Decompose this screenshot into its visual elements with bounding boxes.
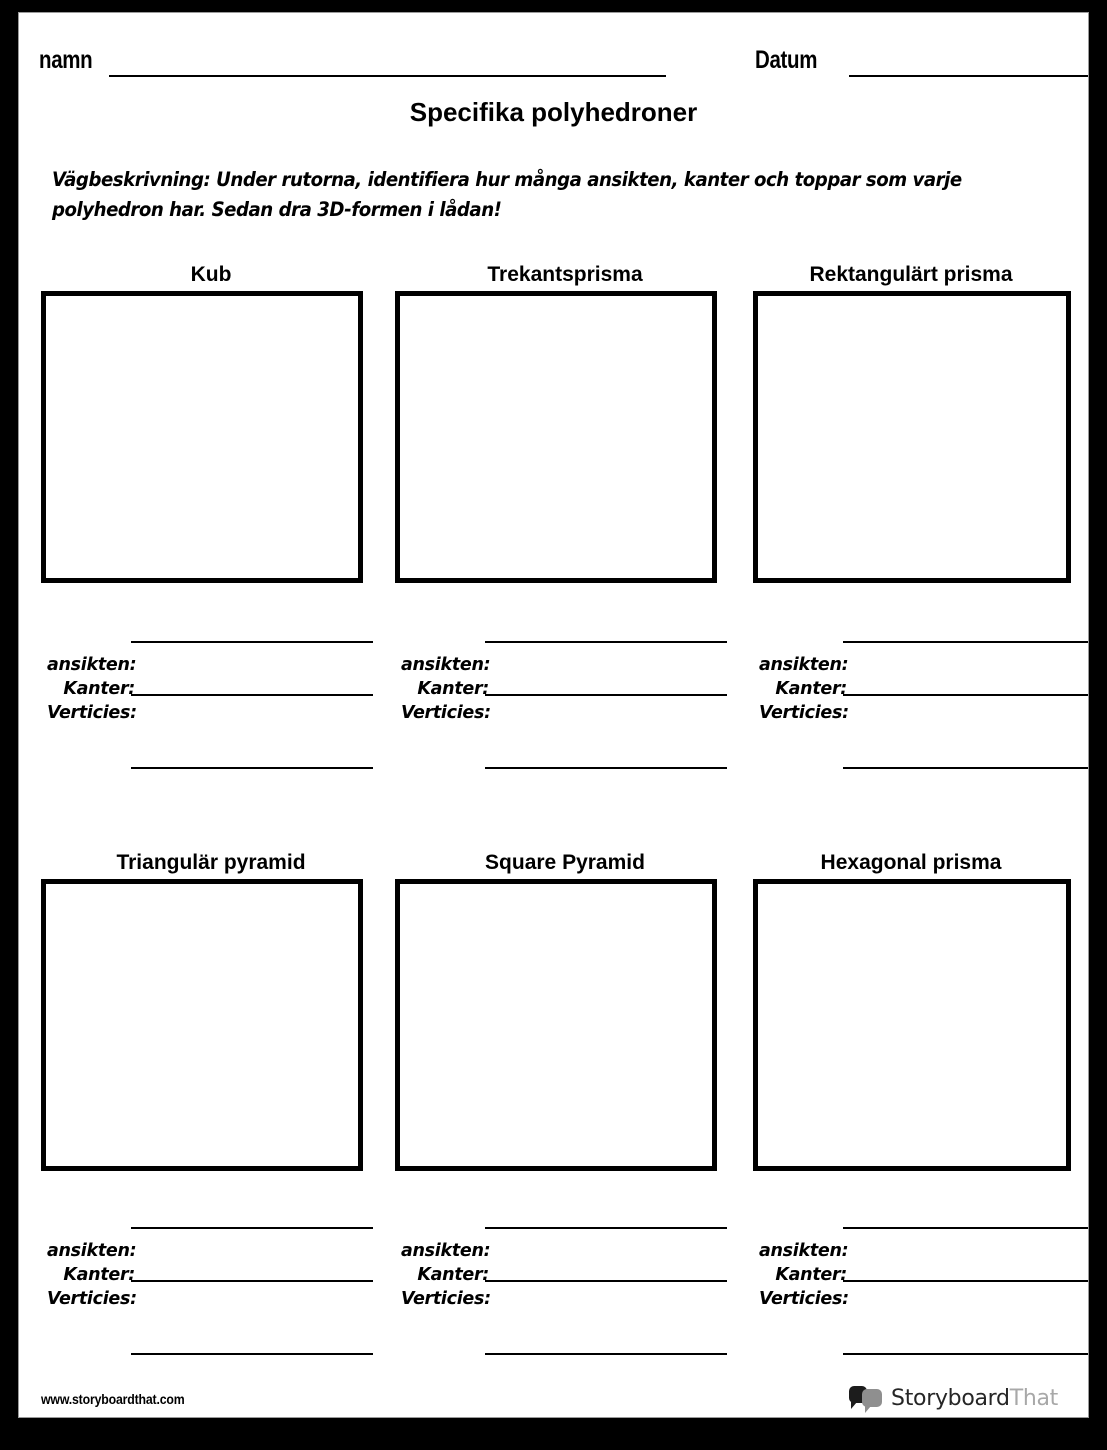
logo-wordmark bbox=[891, 1386, 1058, 1411]
edges-label-3: Kanter: bbox=[775, 679, 847, 699]
shape-title-1: Kub bbox=[190, 263, 232, 286]
vertices-answer-line-5[interactable] bbox=[485, 1353, 727, 1355]
shape-title-3: Rektangulärt prisma bbox=[809, 263, 1013, 286]
footer-website-url[interactable]: www.storyboardthat.com bbox=[41, 1391, 185, 1407]
faces-answer-line-4[interactable] bbox=[131, 1227, 373, 1229]
worksheet-page bbox=[18, 12, 1089, 1418]
faces-label-4: ansikten: bbox=[47, 1241, 137, 1261]
edges-answer-line-4[interactable] bbox=[131, 1280, 373, 1282]
faces-label-1: ansikten: bbox=[47, 655, 137, 675]
speech-bubble-icon bbox=[849, 1385, 883, 1411]
edges-label-5: Kanter: bbox=[417, 1265, 489, 1285]
answer-labels-5 bbox=[401, 1239, 489, 1311]
shape-cell-3 bbox=[753, 253, 1089, 733]
drawing-box-1[interactable] bbox=[41, 291, 363, 583]
drawing-box-4[interactable] bbox=[41, 879, 363, 1171]
name-label: namn bbox=[39, 46, 93, 74]
answer-labels-2 bbox=[401, 653, 489, 725]
faces-label-3: ansikten: bbox=[759, 655, 849, 675]
name-input-line[interactable] bbox=[109, 75, 666, 77]
edges-answer-line-6[interactable] bbox=[843, 1280, 1089, 1282]
vertices-answer-line-1[interactable] bbox=[131, 767, 373, 769]
shape-title-4: Triangulär pyramid bbox=[116, 851, 306, 874]
drawing-box-2[interactable] bbox=[395, 291, 717, 583]
logo-text-secondary: That bbox=[1009, 1385, 1058, 1411]
vertices-answer-line-2[interactable] bbox=[485, 767, 727, 769]
edges-answer-line-3[interactable] bbox=[843, 694, 1089, 696]
vertices-answer-line-3[interactable] bbox=[843, 767, 1089, 769]
shape-title-5: Square Pyramid bbox=[485, 851, 645, 874]
shape-cell-4 bbox=[41, 841, 381, 1321]
date-label: Datum bbox=[755, 46, 818, 74]
vertices-label-1: Verticies: bbox=[47, 703, 137, 723]
faces-label-6: ansikten: bbox=[759, 1241, 849, 1261]
shape-cell-2 bbox=[395, 253, 735, 733]
edges-answer-line-5[interactable] bbox=[485, 1280, 727, 1282]
shape-title-2: Trekantsprisma bbox=[487, 263, 643, 286]
vertices-label-5: Verticies: bbox=[401, 1289, 491, 1309]
edges-label-4: Kanter: bbox=[63, 1265, 135, 1285]
vertices-answer-line-6[interactable] bbox=[843, 1353, 1089, 1355]
date-input-line[interactable] bbox=[849, 75, 1089, 77]
edges-answer-line-2[interactable] bbox=[485, 694, 727, 696]
answer-labels-4 bbox=[47, 1239, 135, 1311]
faces-answer-line-2[interactable] bbox=[485, 641, 727, 643]
logo-text-primary: Storyboard bbox=[891, 1385, 1010, 1411]
vertices-label-2: Verticies: bbox=[401, 703, 491, 723]
storyboardthat-logo[interactable] bbox=[849, 1385, 1058, 1411]
faces-answer-line-6[interactable] bbox=[843, 1227, 1089, 1229]
answer-labels-1 bbox=[47, 653, 135, 725]
faces-answer-line-3[interactable] bbox=[843, 641, 1089, 643]
answer-labels-6 bbox=[759, 1239, 847, 1311]
faces-label-2: ansikten: bbox=[401, 655, 491, 675]
shape-cell-5 bbox=[395, 841, 735, 1321]
vertices-answer-line-4[interactable] bbox=[131, 1353, 373, 1355]
edges-label-1: Kanter: bbox=[63, 679, 135, 699]
answer-labels-3 bbox=[759, 653, 847, 725]
page-title: Specifika polyhedroner bbox=[409, 97, 698, 127]
edges-answer-line-1[interactable] bbox=[131, 694, 373, 696]
directions-text: Vägbeskrivning: Under rutorna, identifiera hur många ansikten, kanter och toppar som varje polyhedron har. Sedan dra 3D-formen i lådan! bbox=[52, 168, 962, 221]
speech-bubble-front-icon bbox=[862, 1389, 882, 1407]
vertices-label-3: Verticies: bbox=[759, 703, 849, 723]
shape-cell-6 bbox=[753, 841, 1089, 1321]
shape-cell-1 bbox=[41, 253, 381, 733]
faces-label-5: ansikten: bbox=[401, 1241, 491, 1261]
edges-label-6: Kanter: bbox=[775, 1265, 847, 1285]
faces-answer-line-1[interactable] bbox=[131, 641, 373, 643]
vertices-label-4: Verticies: bbox=[47, 1289, 137, 1309]
drawing-box-3[interactable] bbox=[753, 291, 1071, 583]
drawing-box-6[interactable] bbox=[753, 879, 1071, 1171]
vertices-label-6: Verticies: bbox=[759, 1289, 849, 1309]
edges-label-2: Kanter: bbox=[417, 679, 489, 699]
shape-title-6: Hexagonal prisma bbox=[820, 851, 1002, 874]
faces-answer-line-5[interactable] bbox=[485, 1227, 727, 1229]
drawing-box-5[interactable] bbox=[395, 879, 717, 1171]
